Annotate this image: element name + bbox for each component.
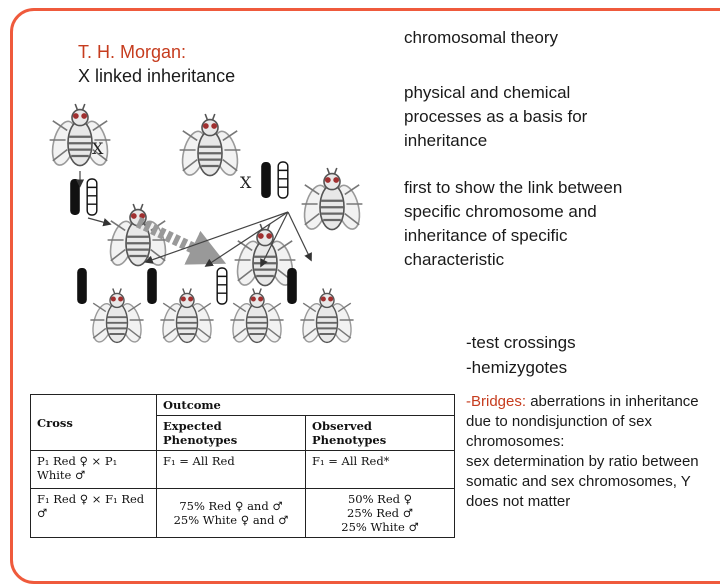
title-topic: X linked inheritance (78, 66, 236, 86)
cell-cross: P₁ Red ♀ × P₁ White ♂ (31, 451, 157, 489)
slide-title (78, 40, 235, 88)
x-chromosome-solid (287, 268, 297, 304)
bridges-text-2: sex determination by ratio between somatic and sex chromosomes, Y does not matter (466, 453, 699, 510)
table-header-row (31, 395, 455, 416)
fruit-fly-illustration (89, 289, 144, 345)
text-physical-chemical: physical and chemical processes as a basis for inheritance (404, 83, 588, 150)
bridges-label: -Bridges: (466, 393, 527, 410)
x-chromosome-outline (278, 162, 288, 198)
x-chromosome-outline (87, 179, 97, 215)
x-chromosome-solid (147, 268, 157, 304)
note-hemizygotes: -hemizygotes (466, 358, 568, 377)
cell-line: 75% Red ♀ and ♂ (179, 499, 283, 513)
fruit-fly-illustration (299, 289, 354, 345)
col-header-cross: Cross (31, 395, 157, 451)
text-first-to-show: first to show the link between specific chromosome and inheritance of specific characteristic (404, 178, 623, 269)
fruit-fly-illustration (300, 168, 363, 231)
fruit-fly-illustration (178, 114, 241, 177)
cross-diagram (26, 94, 398, 392)
fruit-fly-illustration (159, 289, 214, 345)
table-row (31, 451, 455, 489)
x-chromosome-solid (70, 179, 80, 215)
col-header-observed: Observed Phenotypes (306, 416, 455, 451)
x-chromosome-solid (77, 268, 87, 304)
fruit-fly-illustration (229, 289, 284, 345)
cell-observed (306, 489, 455, 538)
cross-arrow (88, 218, 110, 224)
col-header-outcome: Outcome (157, 395, 455, 416)
bridges-text-1: aberrations in inheritance due to nondisjunction of sex chromosomes: (466, 393, 699, 450)
cell-expected: F₁ = All Red (157, 451, 306, 489)
x-chromosome-label: X (240, 173, 252, 192)
cell-line: 50% Red ♀ (347, 492, 413, 506)
cell-line: 25% White ♀ and ♂ (173, 513, 289, 527)
cell-cross: F₁ Red ♀ × F₁ Red ♂ (31, 489, 157, 538)
x-chromosome-solid (261, 162, 271, 198)
fruit-fly-illustration (233, 224, 296, 287)
table-row (31, 489, 455, 538)
results-table (30, 394, 455, 538)
x-chromosome-label: X (92, 139, 104, 158)
cell-expected (157, 489, 306, 538)
cell-observed: F₁ = All Red* (306, 451, 455, 489)
col-header-expected: Expected Phenotypes (157, 416, 306, 451)
title-author: T. H. Morgan: (78, 42, 187, 62)
text-notes (466, 330, 576, 380)
note-test-crossings: -test crossings (466, 333, 576, 352)
cell-line: 25% Red ♂ (347, 506, 414, 520)
x-chromosome-outline (217, 268, 227, 304)
cell-line: 25% White ♂ (341, 520, 419, 534)
text-chromosomal-theory: chromosomal theory (404, 28, 559, 47)
text-bridges (466, 392, 704, 512)
